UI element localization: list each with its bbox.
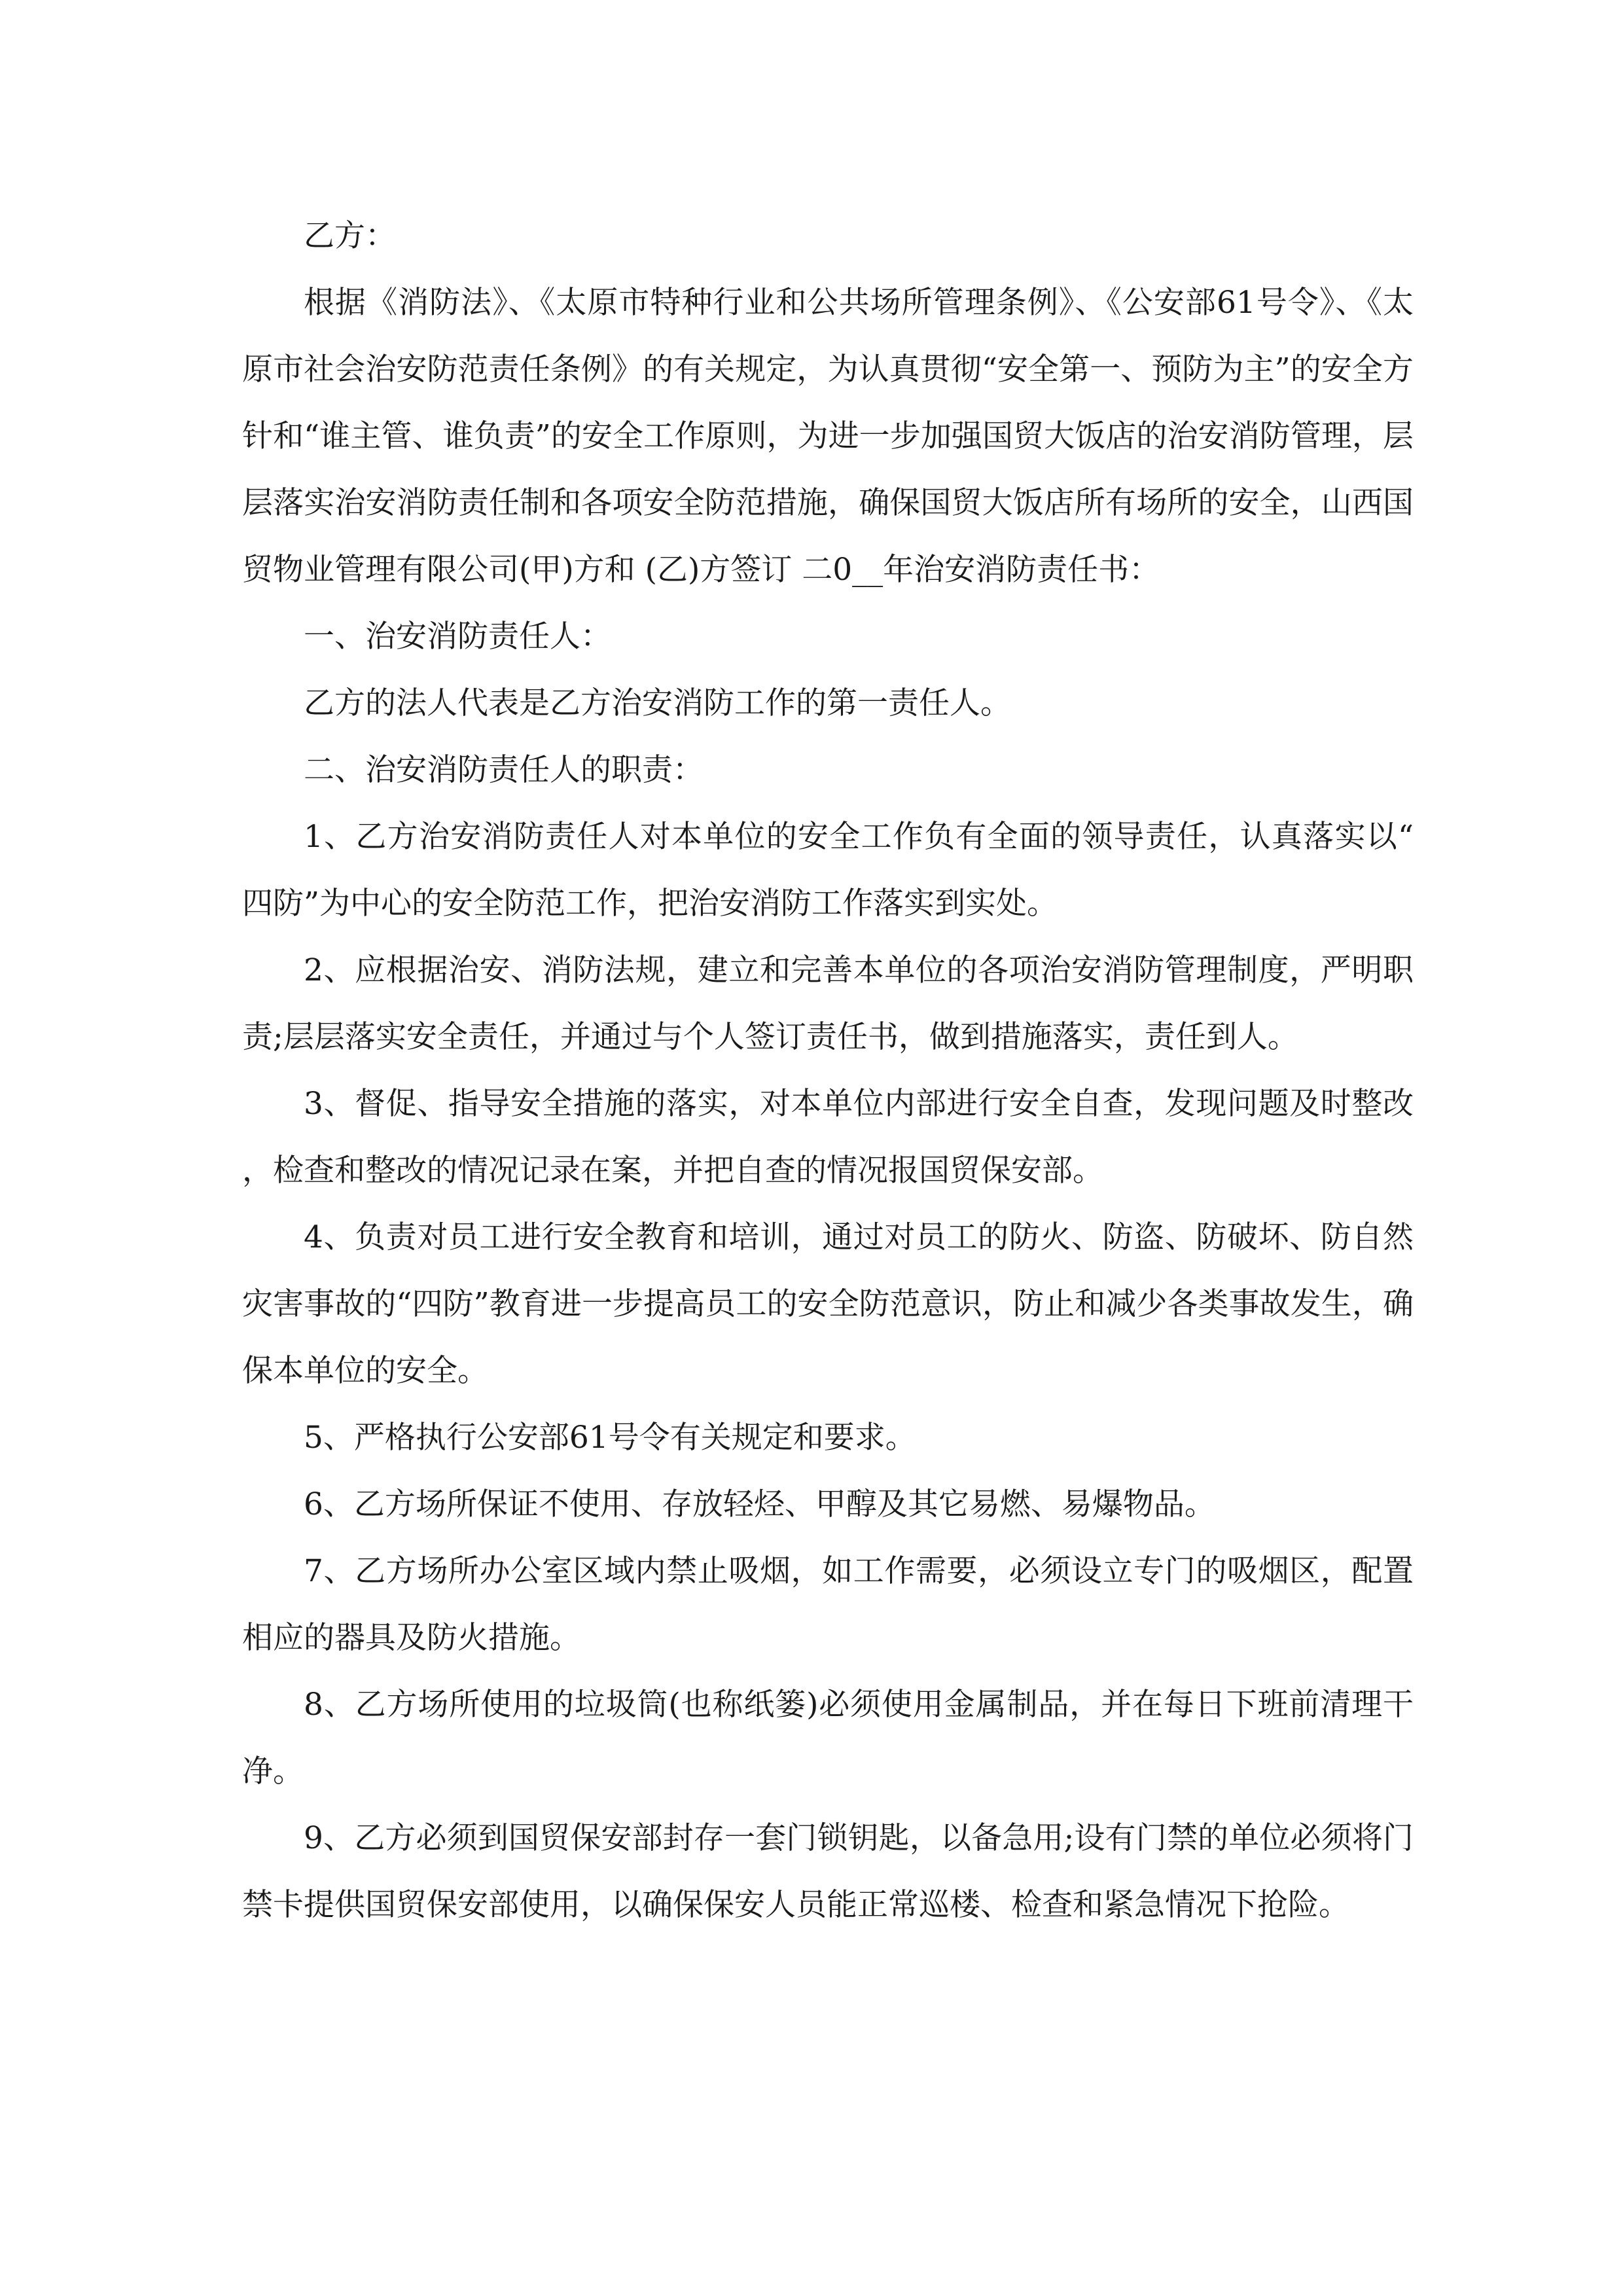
duty-item-8: 8、乙方场所使用的垃圾筒(也称纸篓)必须使用金属制品，并在每日下班前清理干净。 <box>242 1687 1414 1789</box>
duty-item-4: 4、负责对员工进行安全教育和培训，通过对员工的防火、防盗、防破坏、防自然灾害事故的“四防”教育进一步提高员工的安全防范意识，防止和减少各类事故发生，确保本单位的安全。 <box>242 1219 1414 1389</box>
preamble-paragraph: 根据《消防法》、《太原市特种行业和公共场所管理条例》、《公安部61号令》、《太原市社会治安防范责任条例》的有关规定，为认真贯彻“安全第一、预防为主”的安全方针和“谁主管、谁负责”的安全工作原则，为进一步加强国贸大饭店的治安消防管理，层层落实治安消防责任制和各项安全防范措施，确保国贸大饭店所有场所的安全，山西国贸物业管理有限公司(甲)方和 (乙)方签订 二0__年治安消防责任书： <box>242 285 1414 588</box>
duty-item-6: 6、乙方场所保证不使用、存放轻烃、甲醇及其它易燃、易爆物品。 <box>304 1486 1215 1522</box>
duty-item-9: 9、乙方必须到国贸保安部封存一套门锁钥匙，以备急用;设有门禁的单位必须将门禁卡提供国贸保安部使用，以确保保安人员能正常巡楼、检查和紧急情况下抢险。 <box>242 1820 1414 1923</box>
duty-item-3: 3、督促、指导安全措施的落实，对本单位内部进行安全自查，发现问题及时整改，检查和整改的情况记录在案，并把自查的情况报国贸保安部。 <box>242 1086 1414 1189</box>
duty-item-7: 7、乙方场所办公室区域内禁止吸烟，如工作需要，必须设立专门的吸烟区，配置相应的器具及防火措施。 <box>242 1553 1414 1656</box>
duty-item-5: 5、严格执行公安部61号令有关规定和要求。 <box>304 1420 916 1456</box>
party-b-line: 乙方： <box>304 218 396 254</box>
section-heading-duties: 二、治安消防责任人的职责： <box>304 752 704 788</box>
duty-item-1: 1、乙方治安消防责任人对本单位的安全工作负有全面的领导责任，认真落实以“四防”为中心的安全防范工作，把治安消防工作落实到实处。 <box>242 819 1414 922</box>
duty-item-2: 2、应根据治安、消防法规，建立和完善本单位的各项治安消防管理制度，严明职责;层层落实安全责任，并通过与个人签订责任书，做到措施落实，责任到人。 <box>242 952 1414 1055</box>
section-heading-responsible-person: 一、治安消防责任人： <box>304 619 611 655</box>
responsible-person-paragraph: 乙方的法人代表是乙方治安消防工作的第一责任人。 <box>304 685 1011 721</box>
document-body <box>242 203 1414 1939</box>
